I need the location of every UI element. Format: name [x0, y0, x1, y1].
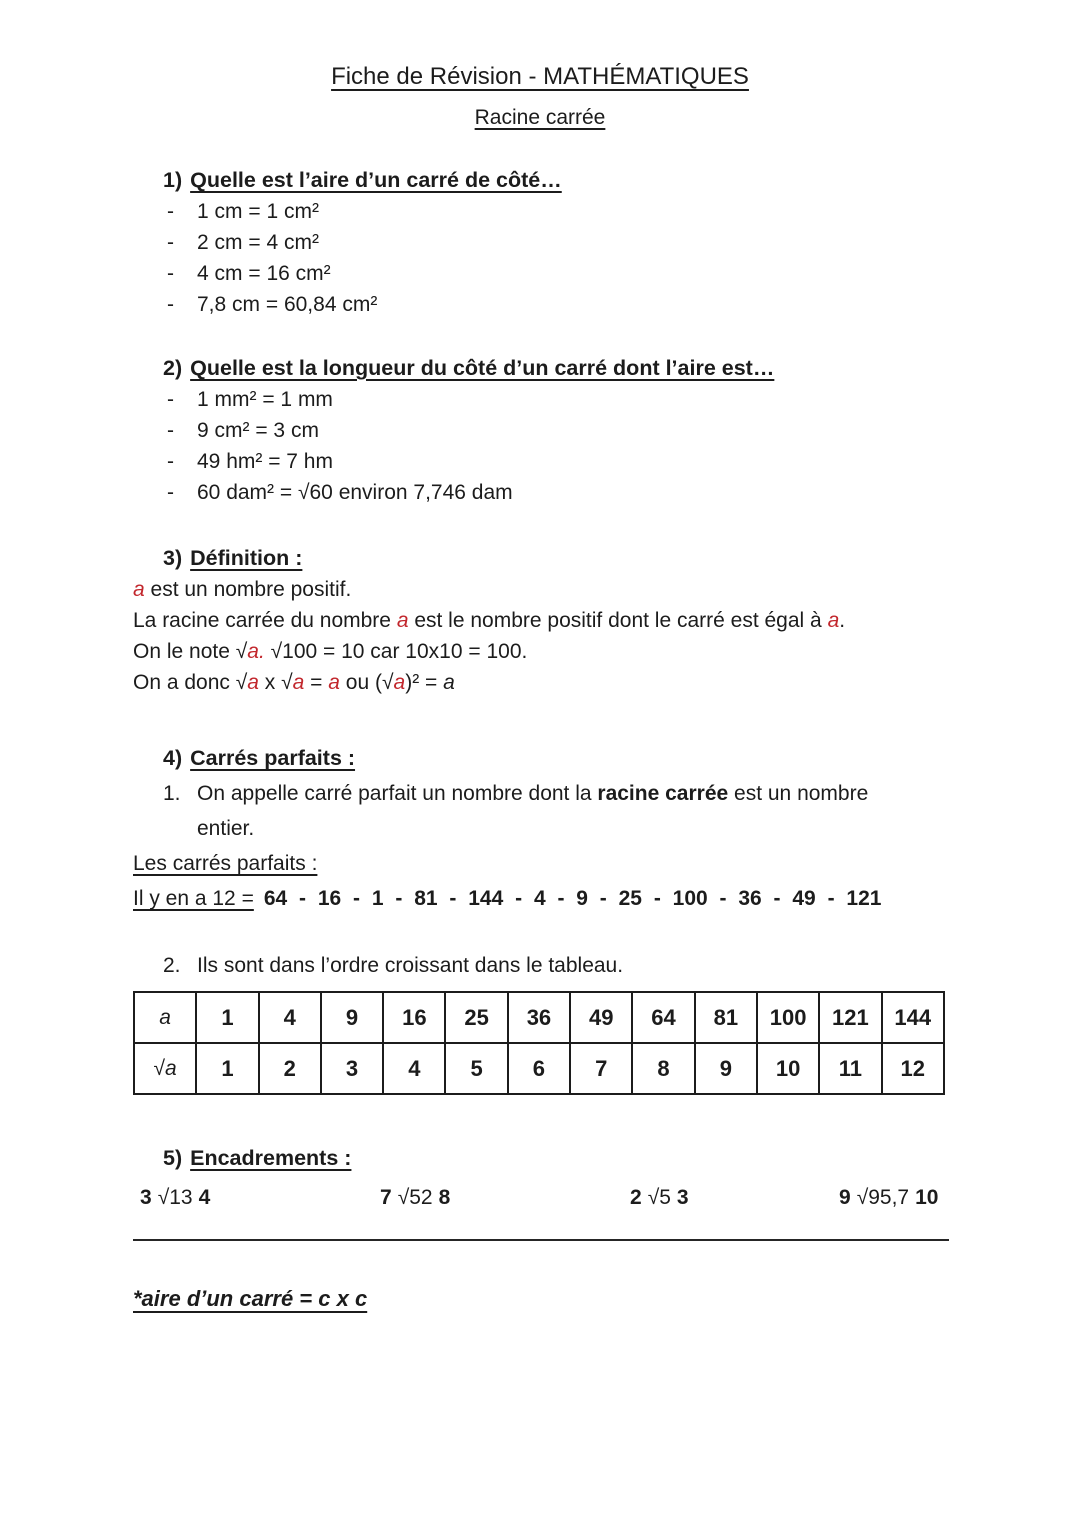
text-segment: ou (√ [339, 671, 394, 694]
perfect-squares-values: 64 - 16 - 1 - 81 - 144 - 4 - 9 - 25 - 100 - 36 - 49 - 121 [263, 887, 882, 910]
table-cell: 11 [819, 1043, 881, 1094]
section-3-number: 3) [163, 546, 183, 570]
section-2-title: Quelle est la longueur du côté d’un carré dont l’aire est… [190, 356, 775, 380]
text-segment: On appelle carré parfait un nombre dont la [197, 782, 598, 805]
perfect-squares-list-line [133, 883, 962, 914]
footnote-aire-carre: *aire d’un carré = c x c [133, 1286, 368, 1311]
lower-bound: 3 [140, 1186, 152, 1209]
red-variable: a [396, 609, 409, 632]
list-item-text: 60 dam² = √60 environ 7,746 dam [197, 481, 513, 504]
encadrement-item [839, 1182, 938, 1213]
text-segment: La racine carrée du nombre [133, 609, 397, 632]
section-2-heading [133, 353, 962, 384]
square-root-value: √13 [157, 1186, 193, 1209]
table-cell: 144 [882, 992, 944, 1043]
section-1-heading [133, 165, 962, 196]
item-number: 1. [163, 782, 181, 805]
page-subtitle: Racine carrée [474, 106, 606, 129]
list-item-text: 4 cm = 16 cm² [197, 262, 331, 285]
perfect-squares-label [133, 848, 962, 879]
list-item-text: 1 mm² = 1 mm [197, 388, 333, 411]
table-cell: 25 [445, 992, 507, 1043]
table-cell: 1 [196, 992, 258, 1043]
encadrement-item [380, 1182, 450, 1213]
table-cell: 4 [383, 1043, 445, 1094]
table-cell: 9 [321, 992, 383, 1043]
dash-bullet: - [167, 200, 174, 223]
upper-bound: 4 [198, 1186, 211, 1209]
text-segment: = [304, 671, 329, 694]
dash-bullet: - [167, 388, 174, 411]
label-text: Les carrés parfaits : [133, 852, 318, 875]
red-variable: a [133, 578, 145, 601]
section-1-number: 1) [163, 168, 183, 192]
item-text: Ils sont dans l’ordre croissant dans le tableau. [197, 954, 624, 977]
count-label: Il y en a 12 = [133, 887, 254, 910]
dash-bullet: - [167, 231, 174, 254]
square-root-value: √5 [647, 1186, 671, 1209]
text-segment: est un nombre positif. [144, 578, 352, 601]
red-variable: a [247, 671, 259, 694]
squares-table [133, 991, 945, 1095]
table-cell: 100 [757, 992, 819, 1043]
upper-bound: 10 [915, 1186, 939, 1209]
list-item [133, 415, 962, 446]
list-item [133, 258, 962, 289]
list-item-text: 9 cm² = 3 cm [197, 419, 319, 442]
red-variable: a [393, 671, 406, 694]
list-item-text: 7,8 cm = 60,84 cm² [197, 293, 378, 316]
table-cell: 16 [383, 992, 445, 1043]
dash-bullet: - [167, 262, 174, 285]
section-longueur-cote [133, 353, 962, 508]
list-item-text: 1 cm = 1 cm² [197, 200, 319, 223]
square-root-value: √52 [397, 1186, 433, 1209]
table-row-header: √a [134, 1043, 196, 1094]
squares-table-wrapper [133, 991, 962, 1095]
table-cell: 7 [570, 1043, 632, 1094]
table-cell: 49 [570, 992, 632, 1043]
table-cell: 3 [321, 1043, 383, 1094]
section-4-heading [133, 743, 962, 774]
list-item-text: 49 hm² = 7 hm [197, 450, 333, 473]
text-segment: On a donc √ [133, 671, 248, 694]
red-variable: a [292, 671, 305, 694]
section-4-title: Carrés parfaits : [190, 746, 356, 770]
table-cell: 6 [508, 1043, 570, 1094]
text-segment: On le note √ [133, 640, 248, 663]
text-segment: √100 = 10 car 10x10 = 100. [264, 640, 528, 663]
section-5-heading [133, 1143, 962, 1174]
table-cell: 4 [259, 992, 321, 1043]
table-cell: 64 [632, 992, 694, 1043]
section-3-heading [133, 543, 962, 574]
lower-bound: 2 [630, 1186, 642, 1209]
square-root-value: √95,7 [856, 1186, 910, 1209]
item-number: 2. [163, 954, 181, 977]
table-cell: 36 [508, 992, 570, 1043]
table-cell: 12 [882, 1043, 944, 1094]
text-segment: )² = [405, 671, 444, 694]
section-2-number: 2) [163, 356, 183, 380]
section-1-title: Quelle est l’aire d’un carré de côté… [190, 168, 562, 192]
section-5-number: 5) [163, 1146, 183, 1170]
lower-bound: 7 [380, 1186, 392, 1209]
section-3-title: Définition : [190, 546, 303, 570]
list-item [133, 477, 962, 508]
document-body [133, 165, 962, 1315]
text-segment: . [839, 609, 846, 632]
list-item [133, 446, 962, 477]
section-4-number: 4) [163, 746, 183, 770]
text-segment: x √ [258, 671, 293, 694]
list-item [133, 289, 962, 320]
item-continuation: entier. [197, 817, 255, 840]
dash-bullet: - [167, 450, 174, 473]
encadrements-row [133, 1182, 962, 1213]
definition-line [133, 574, 962, 605]
table-row-sqrt-a [134, 1043, 944, 1094]
definition-line [133, 605, 962, 636]
page-title: Fiche de Révision - MATHÉMATIQUES [331, 63, 749, 90]
item-text [197, 778, 868, 809]
text-segment: est un nombre [728, 782, 869, 805]
text-segment: a [443, 671, 455, 694]
document-header [0, 0, 1080, 131]
upper-bound: 3 [676, 1186, 689, 1209]
dash-bullet: - [167, 293, 174, 316]
section-5-title: Encadrements : [190, 1146, 352, 1170]
definition-line [133, 667, 962, 698]
section-encadrements [133, 1143, 962, 1241]
section-aire-carre [133, 165, 962, 320]
text-segment: est le nombre positif dont le carré est égal à [408, 609, 828, 632]
definition-line [133, 636, 962, 667]
list-item [133, 227, 962, 258]
bold-text-segment: racine carrée [597, 782, 729, 805]
table-cell: 1 [196, 1043, 258, 1094]
list-item [133, 196, 962, 227]
table-cell: 5 [445, 1043, 507, 1094]
encadrement-item [140, 1182, 210, 1213]
dash-bullet: - [167, 481, 174, 504]
section-carres-parfaits [133, 743, 962, 1095]
table-cell: 121 [819, 992, 881, 1043]
lower-bound: 9 [839, 1186, 851, 1209]
red-variable: a [328, 671, 340, 694]
table-row-header: a [134, 992, 196, 1043]
section-definition [133, 543, 962, 698]
list-item [133, 384, 962, 415]
red-variable: a [827, 609, 840, 632]
encadrement-item [630, 1182, 689, 1213]
numbered-item-2 [133, 950, 962, 981]
table-cell: 8 [632, 1043, 694, 1094]
list-item-text: 2 cm = 4 cm² [197, 231, 319, 254]
upper-bound: 8 [438, 1186, 451, 1209]
numbered-item-1 [133, 778, 962, 809]
table-cell: 81 [695, 992, 757, 1043]
table-cell: 9 [695, 1043, 757, 1094]
red-variable: a. [247, 640, 265, 663]
table-row-a [134, 992, 944, 1043]
dash-bullet: - [167, 419, 174, 442]
table-cell: 10 [757, 1043, 819, 1094]
table-cell: 2 [259, 1043, 321, 1094]
